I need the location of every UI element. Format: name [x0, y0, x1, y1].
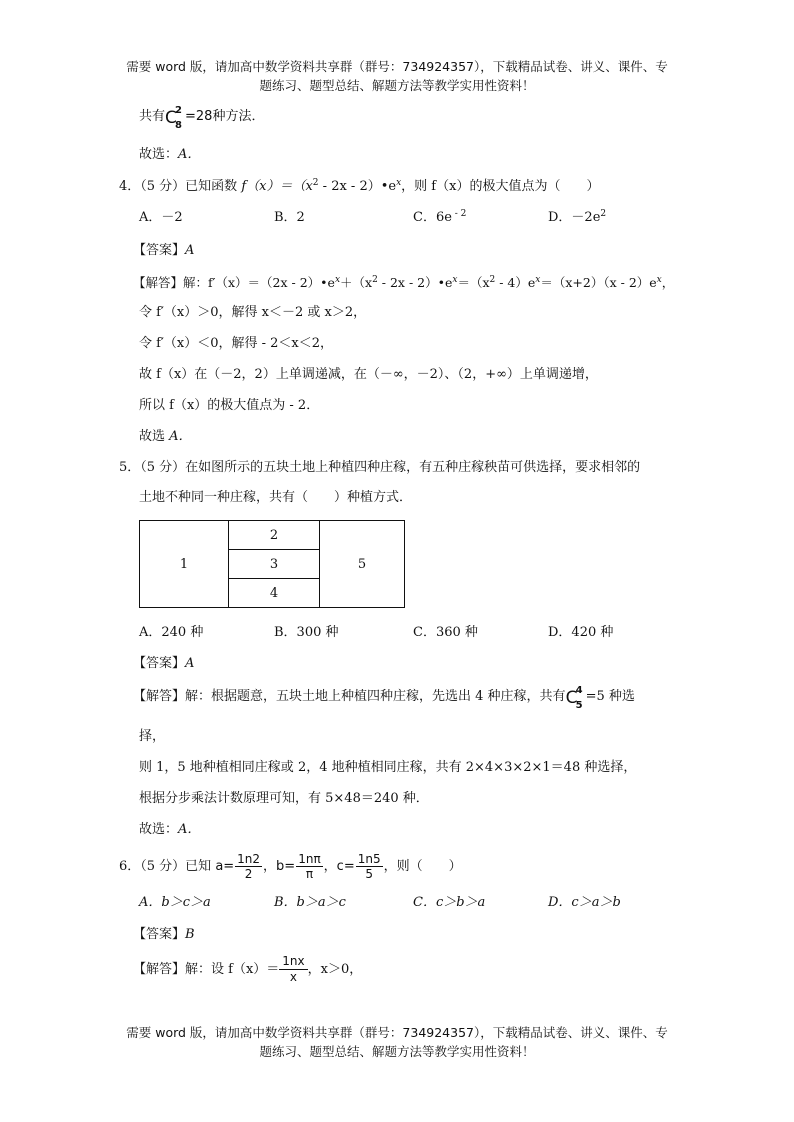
q4-solution-line-2: 令 f′（x）＞0，解得 x＜－2 或 x＞2，	[139, 305, 367, 320]
fraction-a: $\frac{1n2}{2}$	[237, 852, 261, 881]
q6-option-d: D．c＞a＞b	[548, 895, 621, 910]
q4-solution-line-1: 【解答】解：$f'(x)=(2x - 2)•e^x+(x^2 - 2x$ - $2)•e^x=(x^2 - 4)e^x=(x+2)(x - 2)e^x$，	[133, 275, 675, 290]
q4-answer: 【答案】A	[133, 243, 195, 258]
fraction-b: $\frac{1n\pi}{\pi}$	[298, 852, 321, 881]
q4-solution-line-4: 故 f（x）在（－2，2）上单调递减，在（－∞，－2）、（2，+∞）上单调递增，	[139, 367, 598, 382]
q4-option-c: C．6e $^{- 2}$	[413, 209, 467, 225]
combination-c-5-4: C 4 5	[565, 685, 583, 711]
prev-result-prefix: 共有	[139, 109, 166, 124]
q4-solution-line-6: 故选 A．	[139, 429, 192, 444]
q4-option-a: A．－2	[139, 210, 183, 225]
q5-stem-line-2: 土地不种同一种庄稼，共有（ ）种植方式．	[139, 490, 413, 505]
prev-result-suffix: =28种方法．	[185, 109, 265, 124]
q5-stem-line-1: 5．（5 分）在如图所示的五块土地上种植四种庄稼，有五种庄稼秧苗可供选择，要求相邻的	[119, 460, 641, 475]
footer-line-2: 题练习、题型总结、解题方法等教学实用性资料！	[259, 1044, 535, 1059]
q4-option-b: B．2	[274, 210, 305, 225]
combination-c-8-2: C 2 8	[165, 105, 182, 131]
plot-4: 4	[229, 579, 320, 608]
q6-option-a: A．b＞c＞a	[139, 895, 211, 910]
q6-option-c: C．c＞b＞a	[413, 895, 486, 910]
plot-1: 1	[140, 521, 229, 608]
plot-5: 5	[320, 521, 405, 608]
q4-option-d: D．$-2e^2$	[548, 209, 607, 225]
header-banner	[0, 57, 794, 95]
q6-stem: 6．（5 分）已知 a= $\frac{1n2}{2}$ ，b= $\frac{1n\pi}{\pi}$ ，c= $\frac{1n5}{5}$ ，则（ ）	[119, 852, 462, 881]
q5-option-a: A．240 种	[139, 625, 204, 640]
q5-option-b: B．300 种	[274, 625, 339, 640]
q4-solution-line-3: 令 f′（x）＜0，解得 - 2＜x＜2，	[139, 336, 334, 351]
fraction-lnx-over-x: $\frac{1nx}{x}$	[279, 954, 307, 985]
q5-solution-line-4: 根据分步乘法计数原理可知，有 5×48＝240 种．	[139, 791, 429, 806]
q4-stem: 4．（5 分）已知函数 $f(x)=(x^2 - 2x$ - $2)•e^x$，则 f（x）的极大值点为（ ）	[119, 178, 600, 194]
q5-solution-line-2: 择，	[139, 729, 166, 744]
q5-answer: 【答案】A	[133, 656, 195, 671]
fraction-c: $\frac{1n5}{5}$	[357, 852, 381, 881]
q5-option-d: D．420 种	[548, 625, 614, 640]
land-plots-figure	[139, 520, 405, 608]
q6-option-b: B．b＞a＞c	[274, 895, 346, 910]
q5-option-c: C．360 种	[413, 625, 478, 640]
prev-result-line	[139, 105, 265, 131]
prev-answer-line: 故选：A．	[139, 147, 201, 162]
plot-3: 3	[229, 550, 320, 579]
q5-solution-line-3: 则 1，5 地种植相同庄稼或 2，4 地种植相同庄稼，共有 2×4×3×2×1＝48 种选择，	[139, 760, 637, 775]
plot-2: 2	[229, 521, 320, 550]
q5-solution-line-5: 故选：A．	[139, 822, 201, 837]
q4-solution-line-5: 所以 f（x）的极大值点为 - 2．	[139, 398, 320, 413]
footer-line-1: 需要 word 版，请加高中数学资料共享群（群号：734924357），下载精品试卷、讲义、课件、专	[126, 1025, 668, 1040]
q6-answer: 【答案】B	[133, 927, 195, 942]
q6-solution-line-1: 【解答】解：设 f（x）＝ $\frac{1nx}{x}$ ，x＞0，	[133, 954, 363, 984]
header-line-1: 需要 word 版，请加高中数学资料共享群（群号：734924357），下载精品试卷、讲义、课件、专	[126, 59, 668, 74]
header-line-2: 题练习、题型总结、解题方法等教学实用性资料！	[259, 78, 535, 93]
q5-solution-line-1: 【解答】解：根据题意，五块土地上种植四种庄稼，先选出 4 种庄稼，共有 C 4 5 =5 种选	[133, 685, 635, 711]
footer-banner	[0, 1023, 794, 1061]
